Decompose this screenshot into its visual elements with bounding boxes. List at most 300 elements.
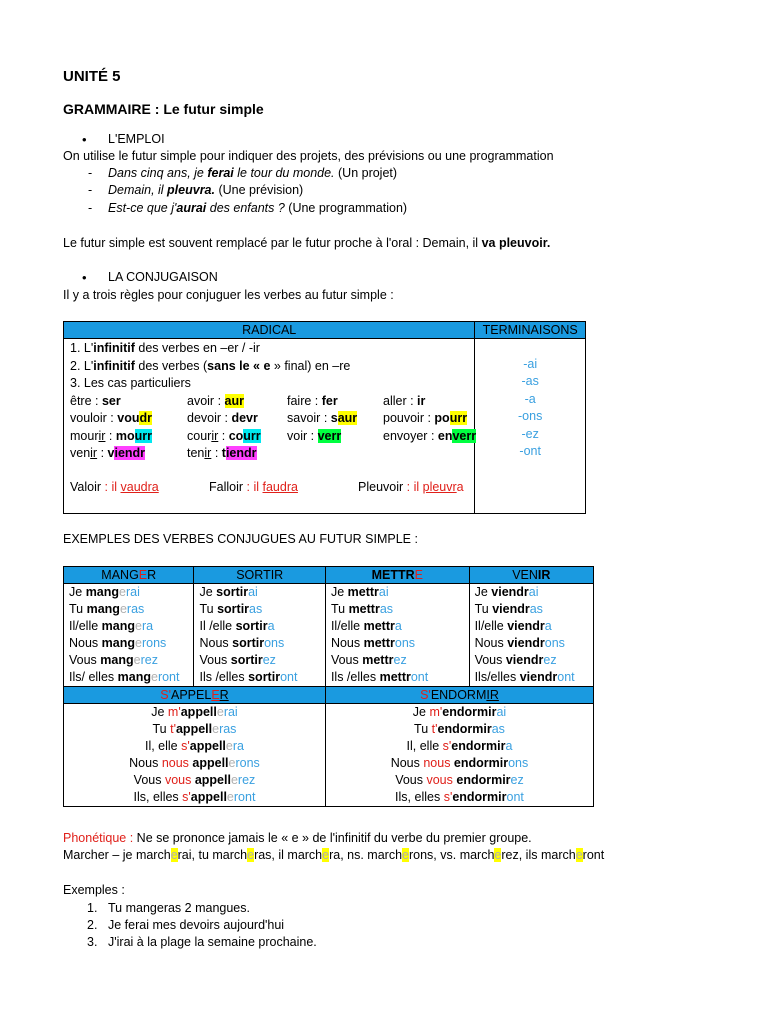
text: ons (508, 756, 529, 770)
text: vouloir : (70, 411, 118, 425)
text: mang (86, 602, 120, 616)
text: ront (582, 848, 605, 862)
list-item: J'irai à la plage la semaine prochaine. (108, 935, 317, 949)
conjugation-table (63, 321, 586, 514)
conjugation-line (331, 652, 464, 669)
text: E (211, 688, 220, 702)
text: m' (429, 705, 443, 719)
text: ir (204, 446, 212, 460)
text: nous (161, 756, 189, 770)
text: sortir (230, 653, 263, 667)
text: ont (410, 670, 429, 684)
irregular-row-4 (70, 446, 468, 464)
text: Il /elle (199, 619, 236, 633)
text: ai (496, 705, 507, 719)
text: Tu (152, 722, 171, 736)
text: Pleuvoir (358, 479, 407, 494)
conjugation-line (331, 635, 464, 652)
text: Je (330, 585, 348, 599)
text: t' (431, 722, 438, 736)
text: mettr (362, 653, 394, 667)
text: ai (528, 585, 539, 599)
text: urr (134, 428, 152, 443)
text: sortir (235, 619, 268, 633)
text: ir (211, 428, 219, 443)
text: dr (139, 411, 152, 425)
text: Je (199, 585, 217, 599)
list-item: Tu mangeras 2 mangues. (108, 901, 250, 915)
text: METTR (371, 568, 415, 582)
text: appell (190, 790, 227, 804)
text: Je (151, 705, 168, 719)
text: e (225, 739, 233, 753)
text: ez (543, 653, 557, 667)
text: Ils/ elles (69, 670, 118, 684)
text: infinitif (93, 341, 135, 355)
text: ir (417, 393, 426, 408)
text: vaudra (120, 479, 159, 494)
text: endormir (450, 756, 509, 770)
text: a (456, 479, 464, 494)
text: rons, vs. march (408, 848, 495, 862)
text: envoyer : (383, 428, 438, 443)
text: mettr (363, 619, 395, 633)
text: e (119, 602, 127, 616)
text: infinitif (93, 358, 135, 373)
text: aurai (176, 201, 207, 215)
verb-valoir (70, 480, 159, 494)
text: Nous (474, 636, 508, 650)
text: s' (181, 739, 190, 753)
text: IR (486, 688, 499, 702)
emploi-example-3 (108, 201, 407, 215)
conjugation-line (199, 618, 319, 635)
text: s (330, 411, 338, 425)
text: aller : (383, 393, 418, 408)
text: aur (224, 393, 244, 408)
text: Vous (395, 773, 427, 787)
text: Nous (129, 756, 162, 770)
text: appell (189, 739, 226, 753)
text: faudra (262, 479, 298, 494)
text: rez (140, 653, 158, 667)
conjugation-line (69, 789, 320, 806)
text: rai, tu march (177, 848, 248, 862)
exemples-list-heading: Exemples : (63, 883, 125, 897)
text: endormir (442, 705, 497, 719)
text: Je (474, 585, 492, 599)
conjugation-line (331, 772, 588, 789)
conjugation-line (475, 652, 588, 669)
text: ras (126, 602, 145, 616)
cell-sortir (194, 584, 325, 687)
text: viendr (491, 585, 529, 599)
text: e (402, 848, 409, 862)
terminaisons-cell (475, 339, 586, 514)
text: des verbes en –er / -ir (134, 341, 260, 355)
text: Vous (199, 653, 231, 667)
terminaisons-header: TERMINAISONS (475, 322, 586, 339)
text: vous (426, 773, 453, 787)
conjugation-line (475, 618, 588, 635)
text: ferai (207, 166, 234, 180)
conjugation-line (69, 601, 188, 618)
conjugation-line (199, 601, 319, 618)
text: ven (70, 446, 91, 460)
text: devr (231, 411, 258, 425)
text: Ils/elles (474, 670, 520, 684)
radical-header: RADICAL (64, 322, 475, 339)
text: e (216, 705, 224, 719)
conjugation-line (199, 635, 319, 652)
text: mettr (347, 585, 379, 599)
text: ir (98, 428, 106, 443)
text: rons (235, 756, 260, 770)
text: sans le « e (207, 358, 271, 373)
text: Le futur simple est souvent remplacé par le futur proche à l'oral : Demain, il (63, 236, 482, 250)
verb-pouvoir (383, 411, 467, 425)
text: VEN (512, 568, 538, 582)
verb-venir (70, 446, 145, 460)
verb-envoyer (383, 429, 476, 443)
text: APPEL (171, 688, 212, 702)
text: mo (115, 428, 135, 443)
text: e (494, 848, 502, 862)
text: ra (232, 739, 244, 753)
verb-tenir (187, 446, 257, 460)
text: en (437, 428, 453, 443)
text: po (434, 411, 450, 425)
text: Ils, elles (133, 790, 183, 804)
emploi-example-1 (108, 166, 397, 180)
text: mettr (348, 602, 380, 616)
text: IR (537, 568, 551, 582)
text: a (505, 739, 513, 753)
text: Nous (330, 636, 364, 650)
ending: -a (524, 391, 536, 406)
text: sortir (217, 602, 250, 616)
rule-1 (70, 341, 468, 359)
verb-mourir (70, 429, 152, 443)
text: ront (233, 790, 256, 804)
emploi-note (63, 236, 550, 250)
ending: -ont (519, 444, 541, 458)
text: (Un projet) (334, 166, 398, 180)
text: endormir (451, 739, 506, 753)
conjugation-line (475, 635, 588, 652)
list-number: 3. (87, 935, 98, 949)
text: Ils /elles (199, 670, 249, 684)
conjugation-line (475, 584, 588, 601)
conjugation-line (331, 601, 464, 618)
text: voir : (287, 428, 318, 443)
text: a (394, 619, 402, 633)
cell-sappeler (64, 704, 326, 807)
text: cour (187, 428, 212, 443)
text: 1. L' (70, 341, 94, 355)
rule-2 (70, 359, 468, 377)
conjugation-line (69, 635, 188, 652)
text: e (230, 773, 238, 787)
text: ra, ns. march (329, 848, 403, 862)
text: a (267, 619, 275, 633)
text: Nous (69, 636, 102, 650)
text: e (322, 848, 330, 862)
text: mang (101, 636, 135, 650)
text: ten (187, 446, 205, 460)
list-number: 1. (87, 901, 98, 915)
text: s' (442, 739, 452, 753)
text: fer (321, 393, 338, 408)
text: mour (70, 428, 99, 443)
ending: -ez (521, 426, 539, 441)
verb-savoir (287, 411, 357, 425)
text: co (228, 428, 244, 443)
conjugation-line (331, 738, 588, 755)
examples-table (63, 566, 594, 807)
text: urr (243, 428, 261, 443)
text: viendr (507, 619, 545, 633)
unit-title: UNITÉ 5 (63, 68, 121, 85)
text: ir (90, 446, 98, 460)
text: Est-ce que j' (108, 201, 177, 215)
text: être : (70, 393, 102, 408)
conjugation-line (69, 721, 320, 738)
text: mettr (379, 670, 411, 684)
text: pouvoir : (383, 411, 435, 425)
text: appell (175, 722, 213, 736)
text: Ils /elles (330, 670, 380, 684)
text: as (379, 602, 394, 616)
rule-3: 3. Les cas particuliers (70, 376, 191, 390)
text: Tu (69, 602, 87, 616)
irregular-row-2 (70, 411, 468, 429)
text: Nous (390, 756, 424, 770)
text: e (119, 585, 126, 599)
text: iendr (225, 446, 257, 460)
text: (Une prévision) (214, 183, 304, 197)
text: Tu (414, 722, 432, 736)
text: Je (69, 585, 86, 599)
text: ras, il march (254, 848, 323, 862)
text: Vous (69, 653, 101, 667)
conjugation-line (331, 721, 588, 738)
cell-manger (64, 584, 194, 687)
text: Il, elle (144, 739, 182, 753)
text: e (135, 636, 142, 650)
text: : (105, 428, 116, 443)
text: Vous (474, 653, 506, 667)
verb-aller (383, 394, 425, 408)
emploi-example-2 (108, 183, 303, 197)
text: as (491, 722, 505, 736)
text: viendr (505, 653, 544, 667)
text: t' (170, 722, 176, 736)
list-item: Je ferai mes devoirs aujourd'hui (108, 918, 285, 932)
verb-etre (70, 394, 121, 408)
text: pleuvr (422, 479, 457, 494)
text: a (544, 619, 552, 633)
text: : il (406, 479, 423, 494)
text: viendr (519, 670, 558, 684)
verb-courir (187, 429, 261, 443)
conjugation-line (475, 601, 588, 618)
text: v (107, 446, 115, 460)
text: ont (506, 790, 524, 804)
text: viendr (492, 602, 530, 616)
phonetique-line-2 (63, 848, 604, 862)
text: E (138, 568, 148, 582)
text: Dans cinq ans, je (108, 166, 208, 180)
ending: -ai (523, 356, 538, 371)
text: Falloir (209, 479, 247, 494)
text: iendr (114, 446, 146, 460)
verb-faire (287, 394, 338, 408)
text: S' (420, 688, 431, 702)
examples-heading: EXEMPLES DES VERBES CONJUGUES AU FUTUR SIMPLE : (63, 532, 418, 546)
text: e (170, 848, 178, 862)
conjugation-line (199, 584, 319, 601)
text: Marcher – je march (63, 848, 171, 862)
text: mang (117, 670, 151, 684)
text: ra (141, 619, 154, 633)
text: : il (104, 479, 121, 494)
conjugaison-intro: Il y a trois règles pour conjuguer les verbes au futur simple : (63, 288, 394, 302)
irregular-row-1 (70, 394, 468, 412)
conjugation-line (331, 669, 464, 686)
header-venir (469, 567, 593, 584)
verb-vouloir (70, 411, 152, 425)
text: Tu (199, 602, 218, 616)
text: Phonétique : (63, 831, 134, 845)
conjugation-line (331, 618, 464, 635)
text: Vous (330, 653, 363, 667)
text: : (97, 446, 108, 460)
text: rai (125, 585, 140, 599)
text: e (226, 790, 234, 804)
text: ont (557, 670, 575, 684)
text: urr (449, 411, 468, 425)
text: Il/elle (330, 619, 364, 633)
text: E (414, 568, 423, 582)
text: Ne se prononce jamais le « e » de l'infinitif du verbe du premier groupe. (133, 831, 532, 845)
text: e (212, 722, 220, 736)
text: R (147, 568, 157, 582)
text: appell (191, 773, 231, 787)
text: Demain, il (108, 183, 168, 197)
text: rez (237, 773, 256, 787)
text: verr (452, 428, 477, 443)
phonetique-line-1 (63, 831, 532, 845)
text: faire : (287, 393, 322, 408)
text: des verbes ( (134, 358, 208, 373)
text: endormir (452, 773, 511, 787)
header-mettre (325, 567, 469, 584)
text: ai (378, 585, 389, 599)
spacer (70, 464, 468, 480)
text: e (150, 670, 158, 684)
text: Il/elle (69, 619, 102, 633)
text: ons (394, 636, 416, 650)
text: endormir (452, 790, 507, 804)
text: mang (100, 653, 134, 667)
text: m' (167, 705, 181, 719)
text: rons (141, 636, 167, 650)
text: devoir : (187, 411, 232, 425)
text: Vous (133, 773, 165, 787)
conjugation-line (331, 704, 588, 721)
text: endormir (437, 722, 492, 736)
text: vous (164, 773, 192, 787)
text: viendr (507, 636, 545, 650)
text: mettr (363, 636, 395, 650)
text: as (529, 602, 543, 616)
conjugation-line (331, 584, 464, 601)
text: Tu (330, 602, 349, 616)
text: : (218, 428, 229, 443)
header-sappeler (64, 687, 326, 704)
text: vou (117, 411, 140, 425)
radical-cell (64, 339, 475, 514)
text: rai (223, 705, 238, 719)
text: e (575, 848, 583, 862)
grammar-title: GRAMMAIRE : Le futur simple (63, 101, 264, 117)
text: s' (443, 790, 453, 804)
text: ez (510, 773, 524, 787)
header-sortir: SORTIR (194, 567, 325, 584)
text: e (228, 756, 236, 770)
text: mang (85, 585, 120, 599)
text: (Une programmation) (284, 201, 408, 215)
emploi-intro: On utilise le futur simple pour indiquer des projets, des prévisions ou une programmation (63, 149, 554, 163)
text: Ils, elles (395, 790, 444, 804)
emploi-heading: • L'EMPLOI (108, 132, 165, 146)
text: 2. L' (70, 358, 94, 373)
text: Valoir (70, 479, 105, 494)
text: ont (280, 670, 298, 684)
conjugation-line (475, 669, 588, 686)
verb-avoir (187, 394, 244, 408)
verb-falloir (209, 480, 298, 494)
verb-voir (287, 429, 341, 443)
text: appell (180, 705, 217, 719)
cell-sendormir (325, 704, 593, 807)
text: pleuvra. (167, 183, 215, 197)
verb-devoir (187, 411, 258, 425)
text: Tu (474, 602, 493, 616)
ending: -ons (518, 409, 543, 423)
text: : il (246, 479, 263, 494)
cell-mettre (325, 584, 469, 687)
header-sendormir (325, 687, 593, 704)
text: e (133, 653, 141, 667)
text: savoir : (287, 411, 331, 425)
conjugation-line (69, 755, 320, 772)
verb-pleuvoir (358, 480, 464, 494)
text: sortir (216, 585, 249, 599)
text: le tour du monde. (233, 166, 335, 180)
list-number: 2. (87, 918, 98, 932)
conjugaison-heading: • LA CONJUGAISON (108, 270, 218, 284)
text: S' (160, 688, 171, 702)
text: appell (188, 756, 229, 770)
header-manger (64, 567, 194, 584)
text: verr (317, 428, 342, 443)
text: va pleuvoir. (481, 236, 551, 250)
conjugation-line (69, 652, 188, 669)
text: e (135, 619, 142, 633)
text: ez (262, 653, 276, 667)
